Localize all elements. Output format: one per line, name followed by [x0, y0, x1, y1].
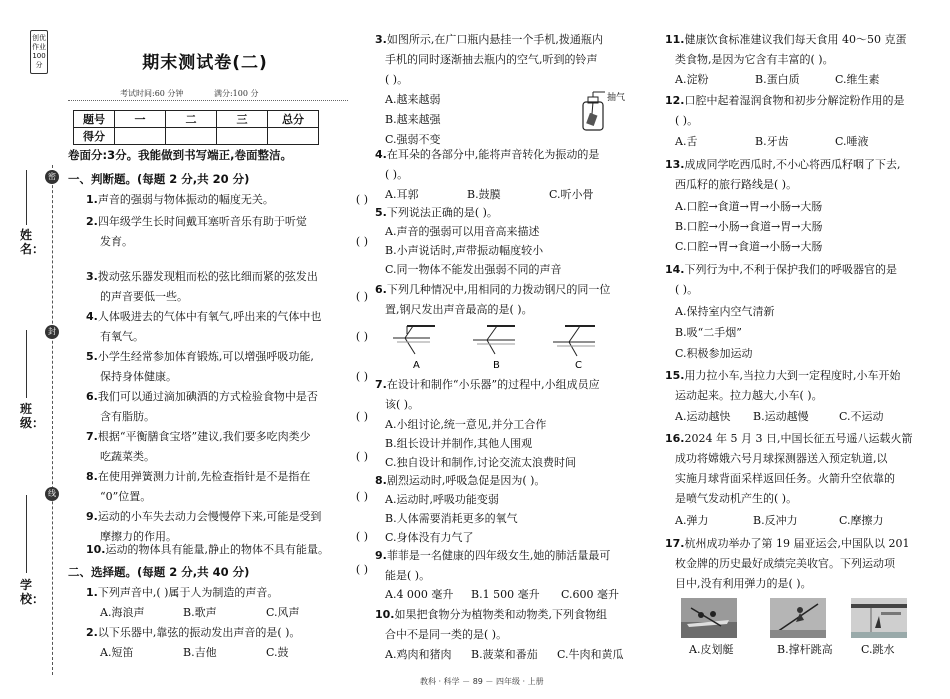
option[interactable]: B.歌声 [183, 606, 217, 619]
question-16-line: 是喷气发动机产生的( )。 [675, 492, 798, 505]
option[interactable]: A.海浪声 [100, 606, 145, 619]
question-12: 12.口腔中起着湿润食物和初步分解淀粉作用的是 [665, 94, 905, 107]
option[interactable]: A.舌 [675, 135, 698, 148]
item-text: 小学生经常参加体育锻炼,可以增强呼吸功能, [97, 350, 314, 363]
option[interactable]: C.强弱不变 [385, 133, 441, 146]
question-16-line: 实施月球背面采样返回任务。火箭升空依靠的 [675, 472, 895, 485]
item-text: 吃蔬菜类。 [100, 450, 155, 463]
option[interactable]: A.小组讨论,统一意见,并分工合作 [385, 418, 547, 431]
item-text: 摩擦力的作用。 [100, 530, 177, 543]
answer-blank[interactable]: ( ) [355, 193, 368, 206]
question-6-line: 置,钢尺发出声音最高的是( )。 [385, 303, 533, 316]
judgement-item [68, 347, 366, 366]
ruler-figure-c [553, 326, 595, 356]
binding-strip [0, 0, 62, 699]
answer-blank[interactable]: ( ) [355, 290, 368, 303]
figure-label: B [493, 360, 500, 371]
option[interactable]: B.牙齿 [755, 135, 789, 148]
question-9-options [375, 585, 650, 604]
question-14: 14.下列行为中,不利于保护我们的呼吸器官的是 [665, 263, 897, 276]
option[interactable]: C.积极参加运动 [675, 347, 753, 360]
jar-diagram [575, 88, 637, 134]
option[interactable]: A.口腔→食道→胃→小肠→大肠 [675, 200, 823, 213]
question-2: 2.以下乐器中,靠弦的振动发出声音的是( )。 [86, 626, 301, 639]
question-1: 1.下列声音中,( )属于人为制造的声音。 [86, 586, 279, 599]
class-label: 班级： [20, 402, 45, 430]
question-17-line: 枚金牌的历史最好成绩完美收官。下列运动项 [675, 557, 895, 570]
option[interactable]: B.蛋白质 [755, 73, 800, 86]
question-8: 8.剧烈运动时,呼吸急促是因为( )。 [375, 474, 546, 487]
exam-time: 考试时间:60 分钟 [120, 89, 184, 98]
item-text: 声音的强弱与物体振动的幅度无关。 [97, 193, 274, 206]
judgement-item-line [68, 327, 380, 346]
page-footer: 教科 · 科学 － 89 － 四年级 · 上册 [420, 677, 544, 686]
question-4: 4.在耳朵的各部分中,能将声音转化为振动的是 [375, 148, 600, 161]
judgement-item [68, 467, 366, 486]
option[interactable]: C.独自设计和制作,讨论交流太浪费时间 [385, 456, 577, 469]
score-table-header: 三 [217, 111, 268, 128]
option[interactable]: A.淀粉 [675, 73, 709, 86]
exam-info [120, 88, 286, 99]
option[interactable]: C.身体没有力气了 [385, 531, 474, 544]
option[interactable]: B.小声说话时,声带振动幅度较小 [385, 244, 544, 257]
item-number: 2. [86, 215, 98, 228]
ruler-diagram [385, 318, 635, 372]
question-17-line: 目中,没有利用弹力的是( )。 [675, 577, 812, 590]
question-1-options [68, 603, 380, 622]
question-14-line: ( )。 [675, 283, 699, 296]
school-field[interactable] [26, 495, 27, 573]
seal-mark-1: 密 [45, 170, 59, 184]
option[interactable]: A.短笛 [100, 646, 134, 659]
score-cell[interactable] [268, 128, 319, 145]
item-number: 9. [86, 510, 98, 523]
question-4-line: ( )。 [385, 168, 409, 181]
brand-logo: 创优作业100分 [30, 30, 48, 74]
item-text: 的声音要低一些。 [100, 290, 188, 303]
score-table-header: 题号 [74, 111, 115, 128]
pump-label: 抽气 [607, 93, 626, 103]
option[interactable]: A.运动时,呼吸功能变弱 [385, 493, 499, 506]
answer-blank[interactable]: ( ) [355, 490, 368, 503]
answer-blank[interactable]: ( ) [355, 410, 368, 423]
header-divider [68, 100, 348, 101]
question-9-line: 能是( )。 [385, 569, 431, 582]
answer-blank[interactable]: ( ) [355, 370, 368, 383]
question-10-line: 合中不是同一类的是( )。 [385, 628, 508, 641]
question-10-options [375, 645, 650, 664]
question-11: 11.健康饮食标准建议我们每天食用 40～50 克蛋 [665, 33, 907, 46]
question-15-line: 运动起来。拉力越大,小车( )。 [675, 389, 823, 402]
score-table-header: 一 [115, 111, 166, 128]
question-12-line: ( )。 [675, 114, 699, 127]
question-17-options [689, 640, 950, 659]
question-16-options [665, 511, 950, 530]
option[interactable]: B.菠菜和番茄 [471, 648, 538, 661]
question-15-options [665, 407, 950, 426]
item-number: 4. [86, 310, 98, 323]
item-number: 10. [86, 543, 106, 556]
question-3-line: 手机的同时逐渐抽去瓶内的空气,听到的铃声 [385, 53, 598, 66]
option[interactable]: B.鼓膜 [467, 188, 501, 201]
item-text: 运动的物体具有能量,静止的物体不具有能量。 [105, 543, 329, 556]
option[interactable]: A.弹力 [675, 514, 709, 527]
item-number: 7. [86, 430, 98, 443]
judgement-item [68, 190, 366, 209]
judgement-item [68, 427, 366, 446]
judgement-item [68, 507, 366, 526]
question-11-options [665, 70, 950, 89]
item-text: 人体吸进去的气体中有氧气,呼出来的气体中也 [97, 310, 322, 323]
judgement-item [68, 387, 366, 406]
seal-mark-2: 封 [45, 325, 59, 339]
item-text: 发育。 [100, 235, 133, 248]
option[interactable]: C.摩擦力 [839, 514, 884, 527]
item-number: 3. [86, 270, 98, 283]
class-field[interactable] [26, 330, 27, 398]
option[interactable]: C.口腔→胃→食道→小肠→大肠 [675, 240, 823, 253]
judgement-item-line [68, 487, 380, 506]
judgement-item [68, 267, 366, 286]
figure-label: A [413, 360, 420, 371]
option[interactable]: C.不运动 [839, 410, 884, 423]
option[interactable]: A.运动越快 [675, 410, 731, 423]
item-number: 8. [86, 470, 98, 483]
option[interactable]: B.越来越强 [385, 113, 441, 126]
item-text: “0”位置。 [100, 490, 152, 503]
option[interactable]: B.1 500 毫升 [471, 588, 540, 601]
item-text: 运动的小车失去动力会慢慢停下来,可能是受到 [97, 510, 322, 523]
kayak-photo [681, 598, 737, 638]
item-number: 1. [86, 193, 98, 206]
question-4-options [375, 185, 650, 204]
ruler-figure-b [473, 326, 515, 354]
option[interactable]: C.同一物体不能发出强弱不同的声音 [385, 263, 562, 276]
neatness-note: 卷面分:3分。我能做到书写端正,卷面整洁。 [68, 148, 292, 162]
option[interactable]: B.吸“二手烟” [675, 326, 742, 339]
judgement-item-line [68, 407, 380, 426]
section-1-title: 一、判断题。(每题 2 分,共 20 分) [68, 172, 250, 186]
page-title: 期末测试卷(二) [142, 53, 268, 73]
score-cell[interactable] [115, 128, 166, 145]
option[interactable]: A.声音的强弱可以用音高来描述 [385, 225, 540, 238]
question-16-line: 成功将嫦娥六号月球探测器送入预定轨道,以 [675, 452, 888, 465]
option[interactable]: B.组长设计并制作,其他人围观 [385, 437, 533, 450]
option[interactable]: C.牛肉和黄瓜 [557, 648, 624, 661]
question-16: 16.2024 年 5 月 3 日,中国长征五号遥八运载火箭 [665, 432, 913, 445]
seal-mark-3: 线 [45, 487, 59, 501]
name-label: 姓名： [20, 228, 45, 256]
answer-blank[interactable]: ( ) [355, 563, 368, 576]
option[interactable]: B.运动越慢 [753, 410, 809, 423]
option[interactable]: A.越来越弱 [385, 93, 441, 106]
answer-blank[interactable]: ( ) [355, 530, 368, 543]
score-cell[interactable] [166, 128, 217, 145]
question-13: 13.成成同学吃西瓜时,不小心将西瓜籽咽了下去, [665, 158, 901, 171]
answer-blank[interactable]: ( ) [355, 330, 368, 343]
item-text: 四年级学生长时间戴耳塞听音乐有助于听觉 [97, 215, 307, 228]
option[interactable]: B.吉他 [183, 646, 217, 659]
question-3-line: ( )。 [385, 73, 409, 86]
question-13-line: 西瓜籽的旅行路线是( )。 [675, 178, 798, 191]
option[interactable]: C.跳水 [861, 643, 895, 656]
ruler-figure-a [393, 326, 435, 354]
seal-line [52, 165, 53, 675]
score-cell[interactable] [217, 128, 268, 145]
option[interactable]: B.反冲力 [753, 514, 798, 527]
judgement-item [68, 540, 366, 559]
item-text: 拨动弦乐器发现粗而松的弦比细而紧的弦发出 [97, 270, 318, 283]
answer-blank[interactable]: ( ) [355, 450, 368, 463]
option[interactable]: A.皮划艇 [689, 643, 734, 656]
question-10: 10.如果把食物分为植物类和动物类,下列食物组 [375, 608, 607, 621]
question-12-options [665, 132, 950, 151]
question-9: 9.菲菲是一名健康的四年级女生,她的肺活量最可 [375, 549, 611, 562]
option[interactable]: A.鸡肉和猪肉 [385, 648, 452, 661]
question-11-line: 类食物,是因为它含有丰富的( )。 [675, 53, 834, 66]
item-text: 保持身体健康。 [100, 370, 177, 383]
diving-photo [851, 598, 907, 638]
option[interactable]: B.撑杆跳高 [777, 643, 833, 656]
option[interactable]: C.维生素 [835, 73, 880, 86]
question-15: 15.用力拉小车,当拉力大到一定程度时,小车开始 [665, 369, 901, 382]
score-row-label: 得分 [74, 128, 115, 145]
item-text: 在使用弹簧测力计前,先检查指针是不是指在 [97, 470, 311, 483]
exam-full-score: 满分:100 分 [213, 89, 259, 98]
judgement-item-line [68, 232, 380, 251]
option[interactable]: C.风声 [266, 606, 300, 619]
question-17: 17.杭州成功举办了第 19 届亚运会,中国队以 201 [665, 537, 910, 550]
option[interactable]: A.保持室内空气清新 [675, 305, 775, 318]
pole-vault-photo [770, 598, 826, 638]
question-2-options [68, 643, 380, 662]
score-table [73, 110, 319, 145]
question-3: 3.如图所示,在广口瓶内悬挂一个手机,拨通瓶内 [375, 33, 603, 46]
question-7: 7.在设计和制作“小乐器”的过程中,小组成员应 [375, 378, 600, 391]
judgement-item [68, 212, 366, 231]
answer-blank[interactable]: ( ) [355, 235, 368, 248]
option[interactable]: C.听小骨 [549, 188, 594, 201]
score-table-header: 总分 [268, 111, 319, 128]
option[interactable]: A.4 000 毫升 [385, 588, 454, 601]
option[interactable]: B.口腔→小肠→食道→胃→大肠 [675, 220, 823, 233]
option[interactable]: C.唾液 [835, 135, 869, 148]
item-text: 根据“平衡膳食宝塔”建议,我们要多吃肉类少 [97, 430, 311, 443]
item-number: 6. [86, 390, 98, 403]
score-table-header: 二 [166, 111, 217, 128]
option[interactable]: B.人体需要消耗更多的氧气 [385, 512, 518, 525]
question-5: 5.下列说法正确的是( )。 [375, 206, 498, 219]
section-2-title: 二、选择题。(每题 2 分,共 40 分) [68, 565, 250, 579]
question-6: 6.下列几种情况中,用相同的力拨动钢尺的同一位 [375, 283, 611, 296]
question-7-line: 该( )。 [385, 398, 420, 411]
item-text: 有氧气。 [100, 330, 144, 343]
option[interactable]: A.耳郭 [385, 188, 419, 201]
option[interactable]: C.600 毫升 [561, 588, 620, 601]
school-label: 学校： [20, 578, 45, 606]
name-field[interactable] [26, 170, 27, 225]
item-text: 含有脂肪。 [100, 410, 155, 423]
judgement-item [68, 307, 366, 326]
item-number: 5. [86, 350, 98, 363]
figure-label: C [575, 360, 582, 371]
judgement-item-line [68, 447, 380, 466]
judgement-item-line [68, 367, 380, 386]
item-text: 我们可以通过滴加碘酒的方式检验食物中是否 [97, 390, 318, 403]
option[interactable]: C.鼓 [266, 646, 289, 659]
judgement-item-line [68, 287, 380, 306]
